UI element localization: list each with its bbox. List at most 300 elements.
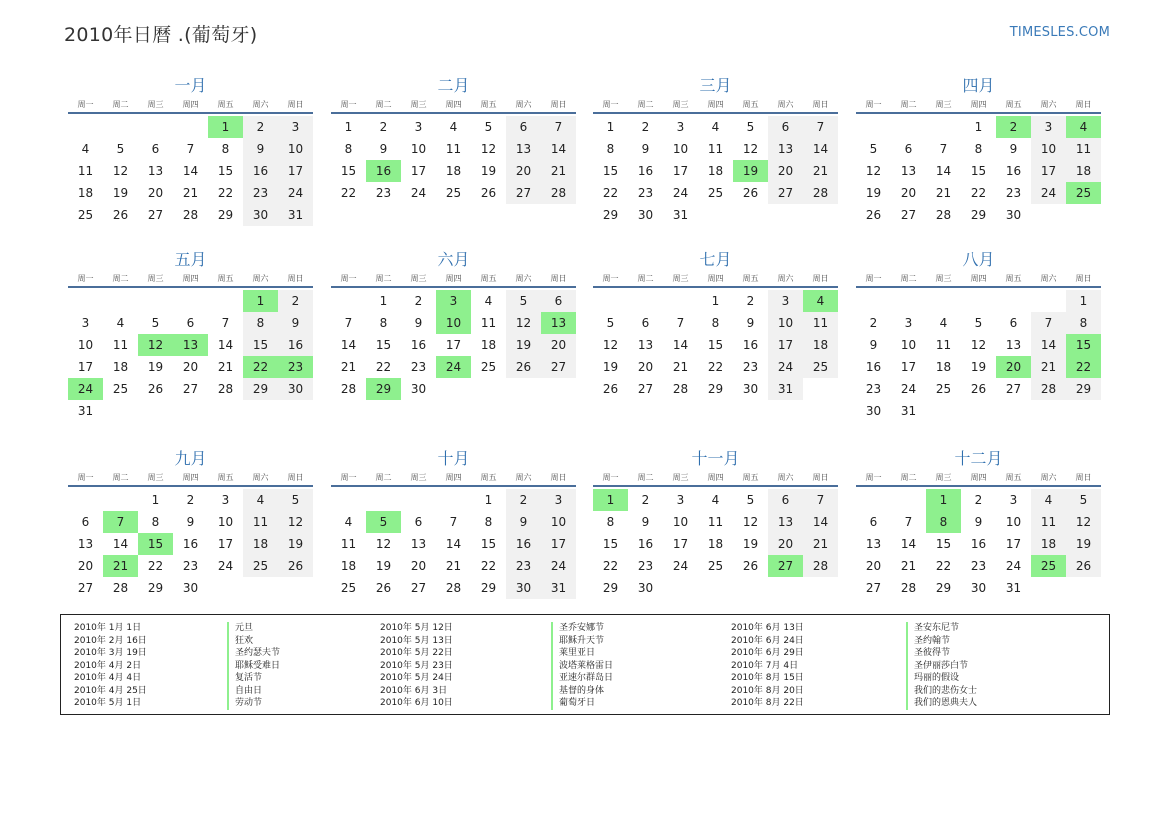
day-cell: 5	[151, 316, 160, 330]
day-cell: 27	[77, 581, 94, 595]
day-cell: 14	[217, 338, 234, 352]
day-cell: 1	[484, 493, 493, 507]
day-cell: 29	[707, 382, 724, 396]
day-cell: 22	[602, 559, 619, 573]
day-cell: 14	[1031, 334, 1066, 356]
day-cell: 16	[278, 334, 313, 356]
day-cell: 5	[278, 489, 313, 511]
day-cell: 30	[182, 581, 199, 595]
legend-item: 狂欢	[227, 635, 280, 648]
day-cell: 1	[606, 120, 615, 134]
day-cell: 21	[900, 559, 917, 573]
day-cell: 22	[147, 559, 164, 573]
day-cell: 22	[935, 559, 952, 573]
empty-cell	[926, 116, 961, 138]
legend-item: 圣彼得节	[906, 647, 977, 660]
day-cell: 5	[1066, 489, 1101, 511]
day-cell: 5	[484, 120, 493, 134]
weekday-label: 周日	[1075, 274, 1092, 283]
empty-cell	[331, 290, 366, 312]
day-cell: 6	[81, 515, 90, 529]
holiday-day-cell: 4	[1066, 116, 1101, 138]
day-cell: 23	[1005, 186, 1022, 200]
day-cell: 12	[742, 142, 759, 156]
weekday-label: 周日	[812, 473, 829, 482]
day-cell: 3	[676, 120, 685, 134]
day-cell: 22	[375, 360, 392, 374]
legend-item: 耶稣升天节	[551, 635, 613, 648]
day-cell: 17	[445, 338, 462, 352]
day-cell: 29	[602, 581, 619, 595]
day-cell: 15	[217, 164, 234, 178]
day-cell: 19	[742, 537, 759, 551]
day-cell: 20	[768, 533, 803, 555]
legend-item: 葡萄牙日	[551, 697, 613, 710]
day-cell: 29	[970, 208, 987, 222]
weekday-label: 周五	[742, 274, 759, 283]
weekday-label: 周二	[375, 473, 392, 482]
day-cell: 27	[410, 581, 427, 595]
site-link[interactable]: TIMESLES.COM	[1009, 25, 1110, 40]
day-grid	[856, 288, 1101, 422]
day-cell: 31	[900, 404, 917, 418]
legend-item: 元旦	[227, 622, 280, 635]
legend-item: 2010年 3月 19日	[74, 648, 147, 658]
weekday-label: 周四	[970, 100, 987, 109]
day-cell: 14	[112, 537, 129, 551]
day-cell: 17	[672, 164, 689, 178]
day-grid	[68, 288, 313, 422]
weekday-label: 周二	[112, 100, 129, 109]
day-cell: 25	[803, 356, 838, 378]
day-cell: 16	[742, 338, 759, 352]
day-cell: 28	[445, 581, 462, 595]
day-cell: 11	[935, 338, 952, 352]
month-name: 十二月	[954, 449, 1003, 468]
day-cell: 15	[970, 164, 987, 178]
empty-cell	[856, 116, 891, 138]
day-cell: 1	[974, 120, 983, 134]
holiday-day-cell: 15	[138, 533, 173, 555]
day-cell: 2	[746, 294, 755, 308]
day-cell: 26	[1066, 555, 1101, 577]
weekday-label: 周一	[77, 274, 94, 283]
month-name: 二月	[437, 76, 470, 95]
day-cell: 21	[541, 160, 576, 182]
legend-item: 2010年 5月 24日	[380, 673, 453, 683]
weekday-label: 周二	[900, 473, 917, 482]
day-cell: 17	[1031, 160, 1066, 182]
empty-cell	[1031, 290, 1066, 312]
day-cell: 24	[672, 559, 689, 573]
day-cell: 28	[112, 581, 129, 595]
day-cell: 8	[606, 515, 615, 529]
weekday-label: 周一	[865, 473, 882, 482]
empty-cell	[961, 290, 996, 312]
day-cell: 6	[414, 515, 423, 529]
weekday-label: 周一	[602, 473, 619, 482]
day-cell: 16	[1005, 164, 1022, 178]
day-cell: 2	[243, 116, 278, 138]
day-cell: 6	[1009, 316, 1018, 330]
legend-item: 2010年 4月 2日	[74, 660, 142, 671]
weekday-label: 周五	[480, 473, 497, 482]
day-cell: 19	[480, 164, 497, 178]
month-calendar	[593, 447, 838, 599]
day-cell: 26	[602, 382, 619, 396]
weekday-label: 周三	[935, 274, 952, 283]
day-cell: 15	[935, 537, 952, 551]
day-cell: 11	[1031, 511, 1066, 533]
legend-item: 波塔莱格雷日	[551, 660, 613, 673]
day-cell: 14	[803, 511, 838, 533]
day-cell: 17	[768, 334, 803, 356]
day-cell: 18	[77, 186, 94, 200]
day-cell: 8	[711, 316, 720, 330]
day-cell: 3	[768, 290, 803, 312]
day-cell: 19	[602, 360, 619, 374]
empty-cell	[208, 290, 243, 312]
holiday-legend	[60, 614, 1110, 715]
holiday-day-cell: 24	[68, 378, 103, 400]
month-calendar	[331, 248, 576, 400]
month-calendar	[593, 248, 838, 400]
day-cell: 31	[541, 577, 576, 599]
day-cell: 2	[414, 294, 423, 308]
day-cell: 31	[672, 208, 689, 222]
day-grid	[856, 114, 1101, 226]
holiday-day-cell: 16	[366, 160, 401, 182]
month-calendar	[856, 74, 1101, 226]
day-cell: 1	[151, 493, 160, 507]
day-cell: 26	[147, 382, 164, 396]
day-cell: 29	[602, 208, 619, 222]
day-cell: 24	[900, 382, 917, 396]
weekday-label: 周二	[637, 100, 654, 109]
day-cell: 30	[506, 577, 541, 599]
day-cell: 9	[278, 312, 313, 334]
day-cell: 5	[746, 493, 755, 507]
day-cell: 4	[116, 316, 125, 330]
weekday-header	[331, 98, 576, 114]
day-cell: 27	[865, 581, 882, 595]
month-name: 八月	[962, 250, 995, 269]
day-cell: 24	[1031, 182, 1066, 204]
month-name: 七月	[699, 250, 732, 269]
day-cell: 13	[506, 138, 541, 160]
empty-cell	[436, 489, 471, 511]
day-cell: 20	[865, 559, 882, 573]
legend-item: 玛丽的假设	[906, 672, 977, 685]
holiday-day-cell: 22	[1066, 356, 1101, 378]
day-cell: 29	[935, 581, 952, 595]
weekday-label: 周四	[707, 100, 724, 109]
legend-names-col-1	[227, 622, 280, 710]
day-cell: 16	[506, 533, 541, 555]
day-cell: 8	[243, 312, 278, 334]
day-cell: 23	[375, 186, 392, 200]
day-grid	[856, 487, 1101, 599]
day-cell: 31	[768, 378, 803, 400]
day-cell: 2	[641, 120, 650, 134]
day-cell: 27	[182, 382, 199, 396]
empty-cell	[891, 489, 926, 511]
day-cell: 12	[278, 511, 313, 533]
legend-item: 2010年 8月 20日	[731, 685, 804, 696]
day-cell: 28	[541, 182, 576, 204]
day-cell: 9	[186, 515, 195, 529]
day-cell: 21	[935, 186, 952, 200]
day-cell: 13	[865, 537, 882, 551]
day-cell: 11	[445, 142, 462, 156]
day-cell: 28	[1031, 378, 1066, 400]
legend-item: 自由日	[227, 685, 280, 698]
holiday-day-cell: 2	[996, 116, 1031, 138]
day-cell: 9	[243, 138, 278, 160]
weekday-header	[68, 471, 313, 487]
day-cell: 20	[768, 160, 803, 182]
day-cell: 23	[182, 559, 199, 573]
day-cell: 25	[935, 382, 952, 396]
day-cell: 28	[803, 182, 838, 204]
day-cell: 22	[707, 360, 724, 374]
day-cell: 24	[410, 186, 427, 200]
day-cell: 26	[742, 559, 759, 573]
day-cell: 29	[1066, 378, 1101, 400]
day-cell: 5	[974, 316, 983, 330]
weekday-label: 周四	[182, 473, 199, 482]
day-cell: 23	[637, 559, 654, 573]
day-cell: 18	[340, 559, 357, 573]
day-cell: 7	[803, 116, 838, 138]
weekday-label: 周六	[515, 473, 532, 482]
day-cell: 10	[410, 142, 427, 156]
day-cell: 14	[672, 338, 689, 352]
legend-item: 2010年 7月 4日	[731, 660, 799, 671]
day-cell: 19	[1066, 533, 1101, 555]
day-cell: 3	[541, 489, 576, 511]
weekday-label: 周一	[340, 473, 357, 482]
day-cell: 7	[1031, 312, 1066, 334]
legend-item: 2010年 8月 15日	[731, 673, 804, 683]
empty-cell	[103, 489, 138, 511]
day-cell: 23	[865, 382, 882, 396]
day-cell: 17	[278, 160, 313, 182]
day-cell: 22	[217, 186, 234, 200]
day-cell: 8	[606, 142, 615, 156]
month-name: 六月	[437, 250, 470, 269]
weekday-header	[593, 471, 838, 487]
holiday-day-cell: 15	[1066, 334, 1101, 356]
weekday-label: 周一	[865, 100, 882, 109]
day-cell: 25	[340, 581, 357, 595]
weekday-header	[331, 272, 576, 288]
day-cell: 5	[606, 316, 615, 330]
day-cell: 17	[900, 360, 917, 374]
day-cell: 21	[1031, 356, 1066, 378]
day-cell: 10	[1005, 515, 1022, 529]
weekday-label: 周三	[410, 100, 427, 109]
weekday-label: 周四	[182, 274, 199, 283]
day-cell: 9	[641, 142, 650, 156]
day-cell: 6	[641, 316, 650, 330]
legend-item: 耶稣受难日	[227, 660, 280, 673]
month-name: 四月	[962, 76, 995, 95]
day-cell: 11	[112, 338, 129, 352]
legend-dates-col-3	[731, 622, 804, 710]
day-cell: 9	[379, 142, 388, 156]
day-cell: 3	[414, 120, 423, 134]
weekday-label: 周四	[445, 100, 462, 109]
weekday-label: 周三	[672, 473, 689, 482]
legend-item: 圣伊丽莎白节	[906, 660, 977, 673]
day-cell: 17	[410, 164, 427, 178]
legend-item: 我们的恩典夫人	[906, 697, 977, 710]
legend-item: 2010年 2月 16日	[74, 635, 147, 646]
day-cell: 4	[711, 120, 720, 134]
month-calendar	[856, 248, 1101, 422]
weekday-label: 周三	[147, 274, 164, 283]
legend-item: 2010年 4月 4日	[74, 673, 142, 683]
weekday-label: 周一	[340, 100, 357, 109]
day-cell: 30	[278, 378, 313, 400]
month-calendar	[68, 248, 313, 422]
weekday-label: 周一	[602, 100, 619, 109]
empty-cell	[68, 489, 103, 511]
day-cell: 21	[803, 160, 838, 182]
day-cell: 27	[147, 208, 164, 222]
empty-cell	[138, 116, 173, 138]
day-cell: 23	[506, 555, 541, 577]
weekday-label: 周五	[1005, 473, 1022, 482]
day-cell: 4	[1031, 489, 1066, 511]
day-cell: 13	[147, 164, 164, 178]
weekday-label: 周三	[935, 100, 952, 109]
weekday-label: 周二	[112, 274, 129, 283]
day-grid	[68, 114, 313, 226]
weekday-label: 周三	[147, 473, 164, 482]
weekday-label: 周一	[77, 473, 94, 482]
day-cell: 31	[77, 404, 94, 418]
day-cell: 31	[278, 204, 313, 226]
day-cell: 18	[707, 164, 724, 178]
day-cell: 22	[340, 186, 357, 200]
holiday-day-cell: 7	[103, 511, 138, 533]
day-cell: 17	[77, 360, 94, 374]
empty-cell	[926, 290, 961, 312]
day-cell: 13	[768, 138, 803, 160]
day-cell: 28	[900, 581, 917, 595]
holiday-day-cell: 12	[138, 334, 173, 356]
holiday-day-cell: 23	[278, 356, 313, 378]
weekday-header	[331, 471, 576, 487]
day-cell: 7	[541, 116, 576, 138]
day-cell: 26	[480, 186, 497, 200]
day-cell: 15	[375, 338, 392, 352]
day-cell: 12	[742, 515, 759, 529]
day-cell: 28	[803, 555, 838, 577]
empty-cell	[663, 290, 698, 312]
weekday-label: 周二	[637, 473, 654, 482]
day-cell: 3	[676, 493, 685, 507]
day-cell: 18	[243, 533, 278, 555]
day-cell: 22	[602, 186, 619, 200]
day-grid	[331, 114, 576, 204]
legend-item: 2010年 5月 12日	[380, 623, 453, 633]
day-cell: 16	[970, 537, 987, 551]
day-cell: 10	[768, 312, 803, 334]
month-name: 十月	[437, 449, 470, 468]
day-cell: 3	[221, 493, 230, 507]
day-cell: 15	[243, 334, 278, 356]
day-cell: 7	[904, 515, 913, 529]
day-grid	[593, 114, 838, 226]
holiday-day-cell: 25	[1066, 182, 1101, 204]
legend-item: 莱里亚日	[551, 647, 613, 660]
day-cell: 23	[410, 360, 427, 374]
month-calendar	[331, 447, 576, 599]
day-cell: 8	[1066, 312, 1101, 334]
day-cell: 19	[112, 186, 129, 200]
day-cell: 20	[182, 360, 199, 374]
day-cell: 14	[900, 537, 917, 551]
weekday-label: 周二	[112, 473, 129, 482]
day-cell: 16	[410, 338, 427, 352]
day-grid	[593, 288, 838, 400]
day-cell: 3	[1031, 116, 1066, 138]
weekday-label: 周四	[182, 100, 199, 109]
day-cell: 26	[865, 208, 882, 222]
weekday-label: 周一	[77, 100, 94, 109]
day-cell: 6	[151, 142, 160, 156]
day-cell: 24	[278, 182, 313, 204]
day-cell: 4	[81, 142, 90, 156]
day-cell: 13	[768, 511, 803, 533]
day-cell: 10	[77, 338, 94, 352]
day-cell: 27	[506, 182, 541, 204]
day-cell: 28	[340, 382, 357, 396]
day-cell: 29	[217, 208, 234, 222]
legend-names-col-2	[551, 622, 613, 710]
day-cell: 3	[1009, 493, 1018, 507]
legend-item: 2010年 1月 1日	[74, 623, 142, 633]
day-cell: 2	[278, 290, 313, 312]
day-cell: 2	[974, 493, 983, 507]
legend-item: 圣约翰节	[906, 635, 977, 648]
day-cell: 9	[974, 515, 983, 529]
empty-cell	[103, 116, 138, 138]
day-cell: 15	[602, 537, 619, 551]
legend-item: 2010年 8月 22日	[731, 698, 804, 708]
legend-item: 复活节	[227, 672, 280, 685]
weekday-label: 周五	[217, 274, 234, 283]
holiday-day-cell: 5	[366, 511, 401, 533]
day-cell: 7	[939, 142, 948, 156]
day-cell: 4	[449, 120, 458, 134]
day-cell: 6	[869, 515, 878, 529]
weekday-label: 周二	[637, 274, 654, 283]
weekday-label: 周日	[550, 473, 567, 482]
day-cell: 6	[506, 116, 541, 138]
legend-names-col-3	[906, 622, 977, 710]
day-cell: 4	[939, 316, 948, 330]
day-cell: 5	[746, 120, 755, 134]
day-cell: 18	[480, 338, 497, 352]
day-cell: 20	[77, 559, 94, 573]
day-cell: 28	[935, 208, 952, 222]
legend-item: 我们的悲伤女士	[906, 685, 977, 698]
day-cell: 19	[147, 360, 164, 374]
